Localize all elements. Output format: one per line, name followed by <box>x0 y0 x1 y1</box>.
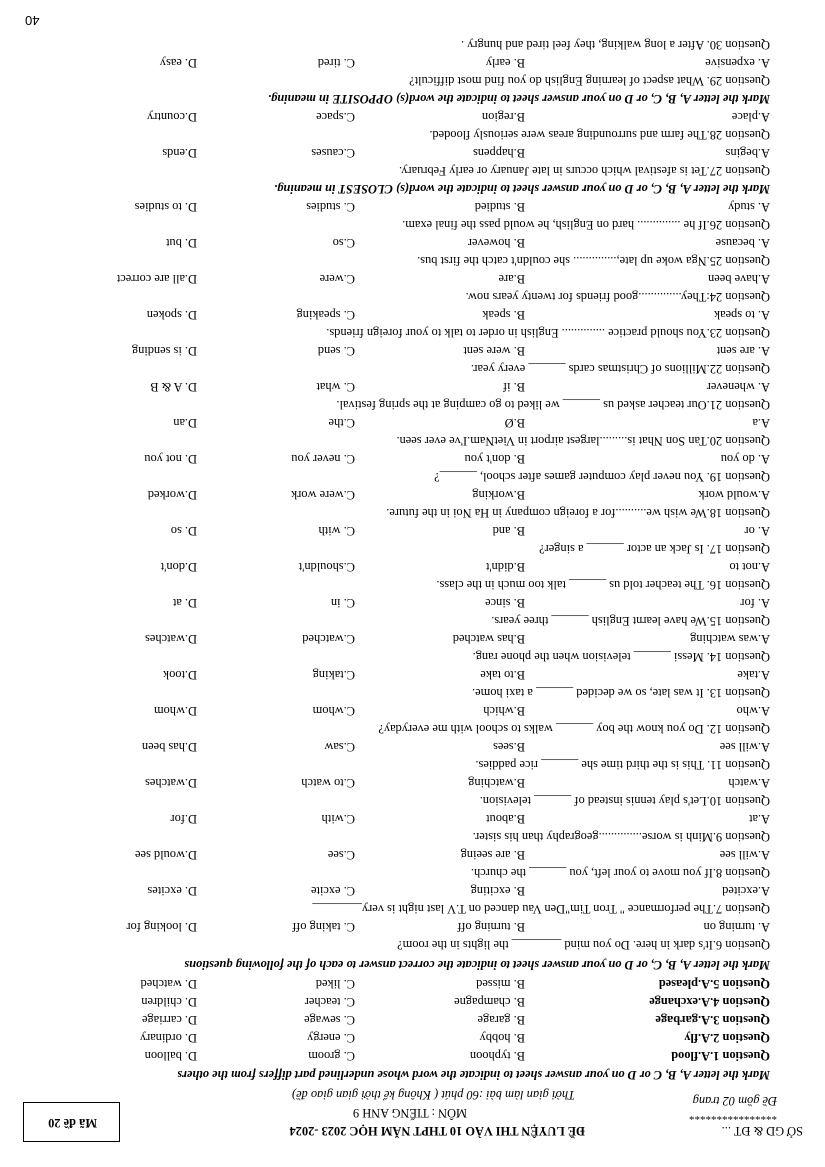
q1-b: B. typhoon <box>469 1049 525 1063</box>
q16-b: B.didn't <box>485 560 525 574</box>
q4-stem: Question 4.A.exchange <box>649 995 770 1009</box>
q5-c: C. liked <box>315 977 355 991</box>
q29-a: A. expensive <box>705 56 770 70</box>
q12-c: C.whom <box>312 704 355 718</box>
q19-d: D. not you <box>144 452 197 466</box>
q4-d: D. children <box>141 995 197 1009</box>
q15-a: A. for <box>740 596 770 610</box>
q25-stem: Question 25.Nga woke up late,.............. she couldn't catch the first bus. <box>417 254 770 268</box>
q3-stem: Question 3.A.garbage <box>655 1013 770 1027</box>
instruction-4: Mark the letter A, B, C, or D on your answer sheet to indicate the word(s) OPPOSITE in meaning. <box>267 92 770 106</box>
q16-c: C.shouldn't <box>298 560 355 574</box>
q13-d: D.took <box>162 668 197 682</box>
q5-stem: Question 5.A.pleased <box>658 977 770 991</box>
q7-a: A.excited <box>722 884 770 898</box>
q26-a: A. study <box>728 200 770 214</box>
q14-d: D.watches <box>145 632 197 646</box>
instruction-1: Mark the letter A, B, C or D on your answer sheet to indicate the word whose underlined part differs from the others <box>177 1068 770 1082</box>
q25-c: C.so <box>332 236 355 250</box>
exam-title: ĐỀ LUYỆN THI VÀO 10 THPT NĂM HỌC 2023 -2024 <box>289 1124 585 1138</box>
q22-c: C. send <box>317 344 355 358</box>
q21-stem: Question 21.Our teacher asked us ______ we liked to go camping at the spring festival. <box>336 398 770 412</box>
q28-b: B.region <box>481 110 525 124</box>
exam-code: Mã đề 20 <box>48 1116 97 1130</box>
q20-stem: Question 20.Tan Son Nhat is.........largest airport in VietNam.I've ever seen. <box>396 434 770 448</box>
q12-b: B.which <box>483 704 525 718</box>
q20-b: B.Ø <box>504 416 525 430</box>
q17-b: B. and <box>492 524 525 538</box>
q15-d: D. at <box>172 596 197 610</box>
q14-c: C.watched <box>302 632 355 646</box>
q28-stem: Question 28.The farm and surrounding areas were seriously flooded. <box>429 128 770 142</box>
q17-stem: Question 17. Is Jack an actor ______ a singer? <box>539 542 770 556</box>
q27-c: C.causes <box>311 146 355 160</box>
q10-a: A.watch <box>728 776 770 790</box>
q18-d: D.worked <box>147 488 197 502</box>
instruction-2: Mark the letter A, B, C, or D on your answer sheet to indicate the correct answer to each of the following questions <box>184 958 770 972</box>
q12-d: D.whom <box>153 704 197 718</box>
q1-c: C. groom <box>308 1049 355 1063</box>
q6-b: B. turning off <box>457 920 525 934</box>
q13-c: C.taking <box>312 668 355 682</box>
q10-b: B.watching <box>468 776 525 790</box>
stars-line: **************** <box>689 1110 777 1122</box>
q12-a: A.who <box>736 704 770 718</box>
q11-a: A.will see <box>719 740 770 754</box>
q19-b: B. don't you <box>464 452 525 466</box>
q21-a: A. whenever <box>706 380 770 394</box>
q2-d: D. ordinary <box>139 1031 197 1045</box>
page-number: 40 <box>25 13 40 28</box>
q26-b: B. studied <box>474 200 525 214</box>
q2-c: C. energy <box>307 1031 355 1045</box>
q19-c: C. never you <box>291 452 355 466</box>
q23-a: A. to speak <box>713 308 770 322</box>
q23-d: D. spoken <box>146 308 197 322</box>
q1-stem: Question 1.A.flood <box>671 1049 770 1063</box>
q21-b: B. if <box>502 380 525 394</box>
q24-b: B.are <box>498 272 525 286</box>
q27-d: D.ends <box>162 146 197 160</box>
q30-stem: Question 30. After a long walking, they feel tired and hungry . <box>460 38 770 52</box>
subject-label: MÔN : TIẾNG ANH 9 <box>352 1106 467 1120</box>
instruction-3: Mark the letter A, B, C, or D on your answer sheet to indicate the word(s) CLOSEST in meaning. <box>274 182 770 196</box>
q6-d: D. looking for <box>126 920 197 934</box>
q6-c: C. taking off <box>292 920 355 934</box>
q29-d: D. easy <box>159 56 197 70</box>
q3-c: C. sewage <box>304 1013 355 1027</box>
q10-d: D.watches <box>145 776 197 790</box>
q2-b: B. hobby <box>479 1031 525 1045</box>
q22-b: B. were sent <box>463 344 525 358</box>
q5-b: B. missed <box>476 977 525 991</box>
q11-c: C.saw <box>324 740 355 754</box>
q17-a: A. or <box>744 524 770 538</box>
q9-b: B.about <box>486 812 525 826</box>
q28-a: A.place <box>731 110 770 124</box>
q14-stem: Question 14. Messi ______ television when the phone rang. <box>472 650 770 664</box>
q24-d: D.all are correct <box>116 272 197 286</box>
exam-code-box <box>23 1102 120 1142</box>
q8-stem: Question 8.If you move to your left, you ______ the church. <box>470 866 770 880</box>
q27-b: B.happens <box>473 146 525 160</box>
time-note: Thời gian làm bài :60 phút ( Không kể thời gian giao đề) <box>291 1088 575 1102</box>
q27-stem: Question 27.Tet is afestival which occurs in late January or early February. <box>399 164 770 178</box>
q20-d: D.an <box>173 416 197 430</box>
q19-stem: Question 19. You never play computer games after school, ______? <box>434 470 770 484</box>
q16-a: A.not to <box>729 560 770 574</box>
q22-d: D. is sending <box>131 344 197 358</box>
q3-d: D. carriage <box>141 1013 197 1027</box>
q15-c: C. in <box>330 596 355 610</box>
q29-stem: Question 29. What aspect of learning English do you find most difficult? <box>409 74 770 88</box>
q10-c: C.to watch <box>301 776 355 790</box>
q7-b: B. exciting <box>470 884 525 898</box>
q3-b: B. garage <box>477 1013 525 1027</box>
q22-a: A. are sent <box>716 344 770 358</box>
q4-c: C. teacher <box>304 995 355 1009</box>
q18-a: A.would work <box>698 488 770 502</box>
q15-b: B. since <box>485 596 525 610</box>
q6-a: A. turning on <box>703 920 770 934</box>
q18-b: B.working <box>472 488 525 502</box>
q14-b: B.has watched <box>452 632 525 646</box>
q9-c: C.with <box>321 812 355 826</box>
q18-c: C.were work <box>291 488 355 502</box>
q9-a: A.at <box>749 812 770 826</box>
q28-d: D.country <box>147 110 197 124</box>
q22-stem: Question 22.Millions of Christmas cards ______ every year. <box>470 362 770 376</box>
q7-stem: Question 7.The performance " Tron Tim"Den Vau danced on T.V last night is very________ <box>312 902 770 916</box>
q11-stem: Question 11. This is the third time she ______ rice paddies. <box>475 758 770 772</box>
q21-c: C. what <box>316 380 355 394</box>
q15-stem: Question 15.We have learnt English ______ three years. <box>491 614 770 628</box>
q29-c: C. tired <box>317 56 355 70</box>
q4-b: B. champagne <box>454 995 525 1009</box>
q24-stem: Question 24:They..............good friends for twenty years now. <box>465 290 770 304</box>
q25-a: A. because <box>715 236 770 250</box>
q17-d: D. so <box>170 524 197 538</box>
q12-stem: Question 12. Do you know the boy ______ walks to school with me everyday? <box>378 722 770 736</box>
q9-d: D.for <box>170 812 197 826</box>
q8-c: C.see <box>327 848 355 862</box>
pages-note: Đề gồm 02 trang <box>692 1094 777 1108</box>
q26-d: D. to studies <box>134 200 197 214</box>
q7-d: D. excites <box>147 884 197 898</box>
dept-label: SỞ GD & ĐT ... <box>721 1124 803 1138</box>
q6-stem: Question 6.It's dark in here. Do you mind ________ the lights in the room? <box>397 938 770 952</box>
q25-d: D. but <box>166 236 197 250</box>
q10-stem: Question 10.Let's play tennis instead of ______ television. <box>479 794 770 808</box>
q17-c: C. with <box>318 524 355 538</box>
q11-b: B.sees <box>492 740 525 754</box>
q14-a: A.was watching <box>690 632 770 646</box>
q8-b: B. are seeing <box>460 848 525 862</box>
q11-d: D.has been <box>141 740 197 754</box>
q16-stem: Question 16. The teacher told us ______ talk too much in the class. <box>436 578 770 592</box>
q2-stem: Question 2.A.fly <box>684 1031 770 1045</box>
q24-c: C.were <box>319 272 355 286</box>
q23-c: C. speaking <box>296 308 355 322</box>
q16-d: D.don't <box>160 560 197 574</box>
q5-d: D. watched <box>140 977 197 991</box>
q8-a: A.will see <box>719 848 770 862</box>
q20-a: A.a <box>752 416 770 430</box>
q18-stem: Question 18.We wish we..........for a foreign company in Ha Noi in the future. <box>386 506 770 520</box>
q23-b: B. speak <box>482 308 525 322</box>
q1-d: D. balloon <box>144 1049 197 1063</box>
q26-stem: Question 26.If he .............. hard on English, he would pass the final exam. <box>402 218 770 232</box>
q20-c: C.the <box>328 416 355 430</box>
q13-a: A.take <box>737 668 770 682</box>
q27-a: A.begins <box>725 146 770 160</box>
q13-stem: Question 13. It was late, so we decided ______ a taxi home. <box>472 686 770 700</box>
q21-d: D. A & B <box>150 380 197 394</box>
q23-stem: Question 23.You should practice .............. English in order to talk to your foreign friends. <box>326 326 770 340</box>
q25-b: B. however <box>467 236 525 250</box>
q28-c: C.space <box>316 110 355 124</box>
q9-stem: Question 9.Minh is worse..............geography than his sister. <box>472 830 770 844</box>
q24-a: A.have been <box>708 272 770 286</box>
q29-b: B. early <box>485 56 525 70</box>
q8-d: D.would see <box>135 848 197 862</box>
q26-c: C. studies <box>306 200 355 214</box>
q19-a: A. do you <box>720 452 770 466</box>
q7-c: C. excite <box>310 884 355 898</box>
q13-b: B.to take <box>480 668 525 682</box>
